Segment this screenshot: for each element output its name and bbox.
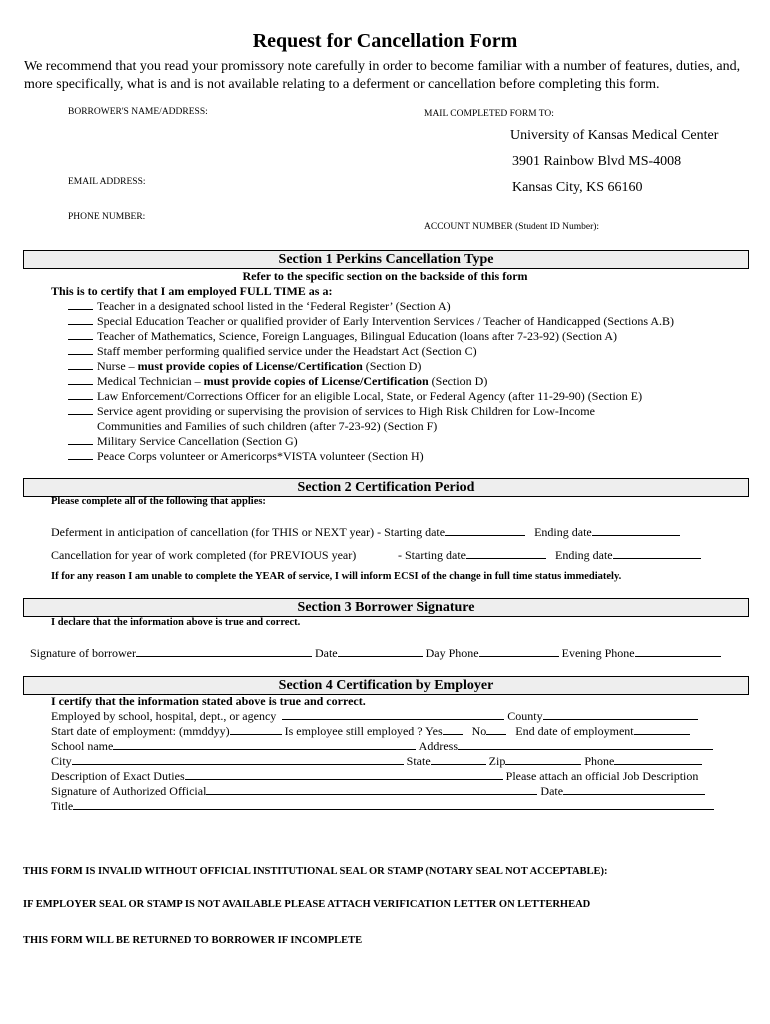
checkbox-line[interactable] [68,359,93,370]
still-employed-yes-field[interactable] [443,724,463,735]
employer-row: Employed by school, hospital, dept., or agency County [51,709,698,724]
list-item-continued: Communities and Families of such children (after 7-23-92) (Section F) [97,419,438,433]
checkbox-line[interactable] [68,299,93,310]
account-number-label: ACCOUNT NUMBER (Student ID Number): [424,222,600,232]
zip-field[interactable] [505,754,581,765]
section4-certify: I certify that the information stated above is true and correct. [51,694,366,708]
official-row: Signature of Authorized Official Date [51,784,705,799]
checkbox-line[interactable] [68,344,93,355]
mail-to-label: MAIL COMPLETED FORM TO: [424,109,554,119]
end-date-field[interactable] [634,724,690,735]
list-item: Military Service Cancellation (Section G) [68,434,298,449]
employer-field[interactable] [282,709,504,720]
list-item: Service agent providing or supervising the provision of services to High Risk Children for Low-Income [68,404,595,419]
checkbox-line[interactable] [68,314,93,325]
section2-header: Section 2 Certification Period [23,478,749,497]
list-item: Special Education Teacher or qualified provider of Early Intervention Services / Teacher of Handicapped (Sections A.B) [68,314,674,329]
list-item: Staff member performing qualified service under the Headstart Act (Section C) [68,344,477,359]
city-row: City State Zip Phone [51,754,702,769]
deferment-end-date-field[interactable] [592,525,680,536]
deferment-start-date-field[interactable] [445,525,525,536]
section3-declare: I declare that the information above is true and correct. [51,617,301,628]
day-phone-field[interactable] [479,646,559,657]
evening-phone-field[interactable] [635,646,721,657]
intro-paragraph: We recommend that you read your promissory note carefully in order to become familiar with a number of features, duties, and, more specifically, what is and is not available relating to a deferment or cancellation before completing this form. [24,59,741,92]
checkbox-line[interactable] [68,374,93,385]
checkbox-line[interactable] [68,404,93,415]
cancellation-dates: - Starting date Ending date [398,548,701,563]
list-item: Teacher in a designated school listed in the ‘Federal Register’ (Section A) [68,299,451,314]
title-row: Title [51,799,714,814]
county-field[interactable] [543,709,698,720]
school-row: School name Address [51,739,713,754]
cancellation-end-date-field[interactable] [613,548,701,559]
section1-certify: This is to certify that I am employed FULL TIME as a: [51,284,333,298]
mail-address-line2: 3901 Rainbow Blvd MS-4008 [512,154,682,169]
duties-field[interactable] [185,769,503,780]
borrower-signature-field[interactable] [136,646,312,657]
cancellation-start-date-field[interactable] [466,548,546,559]
list-item: Nurse – must provide copies of License/Certification (Section D) [68,359,421,374]
form-title: Request for Cancellation Form [252,30,518,52]
list-item: Law Enforcement/Corrections Officer for an eligible Local, State, or Federal Agency (after 11-29-90) (Section E) [68,389,642,404]
official-title-field[interactable] [73,799,714,810]
section1-subtitle: Refer to the specific section on the backside of this form [242,269,528,283]
email-label: EMAIL ADDRESS: [68,177,146,187]
address-field[interactable] [458,739,713,750]
duties-row: Description of Exact Duties Please attach an official Job Description [51,769,699,783]
checkbox-line[interactable] [68,449,93,460]
phone-label: PHONE NUMBER: [68,212,146,222]
state-field[interactable] [431,754,486,765]
cancellation-row: Cancellation for year of work completed (for PREVIOUS year) [51,548,357,562]
section1-header: Section 1 Perkins Cancellation Type [23,250,749,269]
section2-note: If for any reason I am unable to complete the YEAR of service, I will inform ECSI of the change in full time status immediately. [51,571,622,582]
list-item: Medical Technician – must provide copies of License/Certification (Section D) [68,374,487,389]
list-item: Teacher of Mathematics, Science, Foreign Languages, Bilingual Education (loans after 7-23-92) (Section A) [68,329,617,344]
official-signature-field[interactable] [206,784,537,795]
section4-header: Section 4 Certification by Employer [23,676,749,695]
employment-dates-row: Start date of employment: (mmddyy) Is employee still employed ? Yes No End date of employment [51,724,690,739]
official-date-field[interactable] [563,784,705,795]
footer-letterhead-note: IF EMPLOYER SEAL OR STAMP IS NOT AVAILABLE PLEASE ATTACH VERIFICATION LETTER ON LETTERHEAD [23,899,591,910]
checkbox-line[interactable] [68,329,93,340]
still-employed-no-field[interactable] [486,724,506,735]
borrower-name-label: BORROWER'S NAME/ADDRESS: [68,107,208,117]
list-item: Peace Corps volunteer or Americorps*VISTA volunteer (Section H) [68,449,424,464]
school-name-field[interactable] [113,739,416,750]
footer-seal-note: THIS FORM IS INVALID WITHOUT OFFICIAL INSTITUTIONAL SEAL OR STAMP (NOTARY SEAL NOT ACCEPTABLE): [23,866,608,877]
city-field[interactable] [72,754,404,765]
mail-address-line1: University of Kansas Medical Center [510,128,719,143]
section2-instruction: Please complete all of the following that applies: [51,496,266,507]
footer-incomplete-note: THIS FORM WILL BE RETURNED TO BORROWER IF INCOMPLETE [23,935,363,946]
signature-date-field[interactable] [338,646,423,657]
checkbox-line[interactable] [68,389,93,400]
mail-address-line3: Kansas City, KS 66160 [512,180,643,195]
signature-row: Signature of borrower Date Day Phone Evening Phone [30,646,721,661]
employer-phone-field[interactable] [614,754,702,765]
checkbox-line[interactable] [68,434,93,445]
section3-header: Section 3 Borrower Signature [23,598,749,617]
start-date-field[interactable] [230,724,282,735]
deferment-row: Deferment in anticipation of cancellation (for THIS or NEXT year) - Starting date Ending date [51,525,680,540]
